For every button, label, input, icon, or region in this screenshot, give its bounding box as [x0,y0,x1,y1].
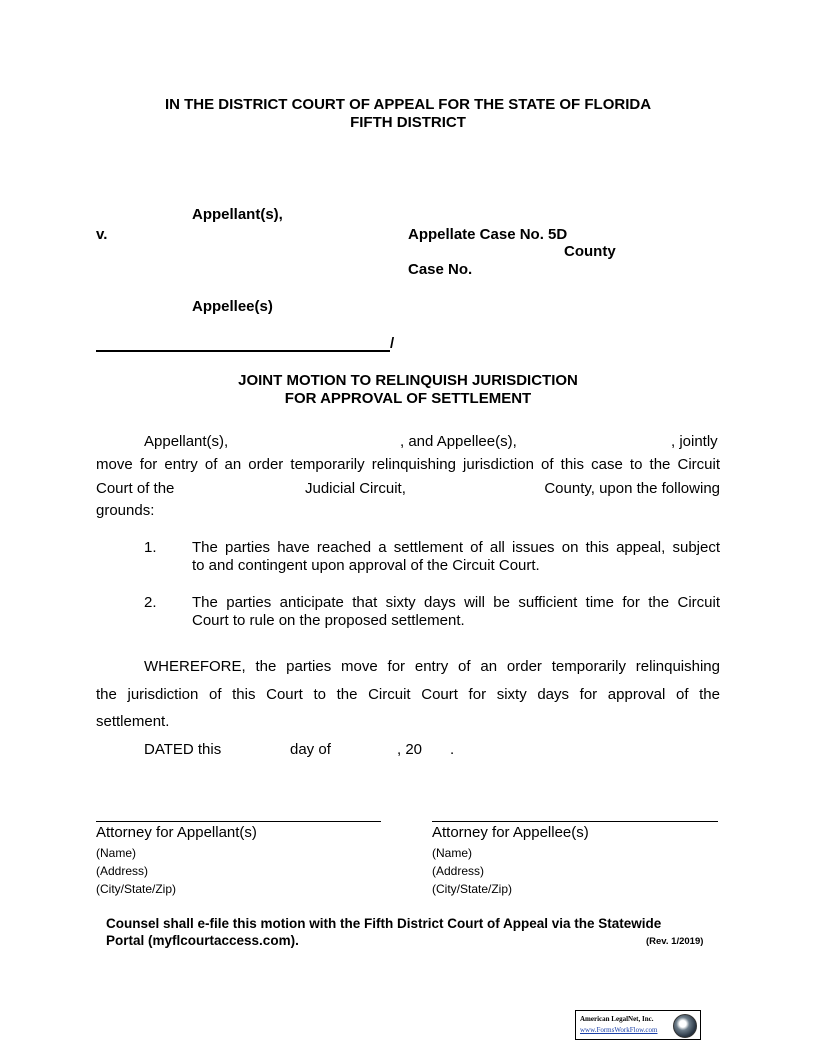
signature-appellant-title: Attorney for Appellant(s) [96,824,257,841]
item-1-number: 1. [144,539,157,556]
wherefore-line1: WHEREFORE, the parties move for entry of an order temporarily relinquishing [144,658,720,675]
signature-line-appellant [96,821,381,822]
signature-appellee-address: (Address) [432,864,485,878]
caption-slash: / [390,335,395,352]
dated-year: , 20 [397,741,423,758]
dated-this: DATED this [144,741,222,758]
dated-period: . [450,741,455,758]
intro-line2: move for entry of an order temporarily relinquishing jurisdiction of this case to the Circuit [96,456,720,473]
signature-appellee-name: (Name) [432,846,473,860]
intro-appellants: Appellant(s), [144,433,229,450]
logo-website-link[interactable]: www.FormsWorkFlow.com [580,1026,658,1034]
court-heading-line1: IN THE DISTRICT COURT OF APPEAL FOR THE STATE OF FLORIDA [164,96,652,113]
intro-court-of-the: Court of the [96,480,175,497]
caption-county: County [564,243,616,260]
signature-appellee-title: Attorney for Appellee(s) [432,824,589,841]
footer-revision: (Rev. 1/2019) [646,936,704,947]
intro-and-appellees: , and Appellee(s), [400,433,517,450]
intro-jointly: , jointly [671,433,718,450]
item-1-line2: to and contingent upon approval of the Circuit Court. [192,557,540,574]
signature-line-appellee [432,821,718,822]
dated-day-of: day of [290,741,331,758]
intro-county-upon: County, upon the following [544,480,720,497]
intro-judicial-circuit: Judicial Circuit, [305,480,406,497]
item-2-line1: The parties anticipate that sixty days will be sufficient time for the Circuit [192,594,720,611]
signature-appellant-name: (Name) [96,846,137,860]
item-1-line1: The parties have reached a settlement of all issues on this appeal, subject [192,539,720,556]
item-2-number: 2. [144,594,157,611]
footer-line1: Counsel shall e-file this motion with the Fifth District Court of Appeal via the Statewide [106,916,662,931]
item-2-line2: Court to rule on the proposed settlement. [192,612,465,629]
globe-icon [673,1014,697,1038]
caption-appellees: Appellee(s) [192,298,273,315]
signature-appellant-city: (City/State/Zip) [96,882,177,896]
caption-lower-case-no: Case No. [408,261,473,278]
footer-line2: Portal (myflcourtaccess.com). [106,933,299,948]
caption-appellants: Appellant(s), [192,206,283,223]
signature-appellant-address: (Address) [96,864,149,878]
logo-company: American LegalNet, Inc. [580,1015,654,1023]
motion-title-line1: JOINT MOTION TO RELINQUISH JURISDICTION [238,372,578,389]
caption-rule [96,350,390,352]
signature-appellee-city: (City/State/Zip) [432,882,513,896]
american-legalnet-logo[interactable] [575,1010,701,1040]
caption-appellate-case-no: Appellate Case No. 5D [408,226,568,243]
wherefore-line3: settlement. [96,713,170,730]
motion-title-line2: FOR APPROVAL OF SETTLEMENT [284,390,532,407]
wherefore-line2: the jurisdiction of this Court to the Circuit Court for sixty days for approval of the [96,686,720,703]
caption-versus: v. [96,226,108,243]
intro-grounds: grounds: [96,502,155,519]
court-heading-line2: FIFTH DISTRICT [350,114,466,131]
